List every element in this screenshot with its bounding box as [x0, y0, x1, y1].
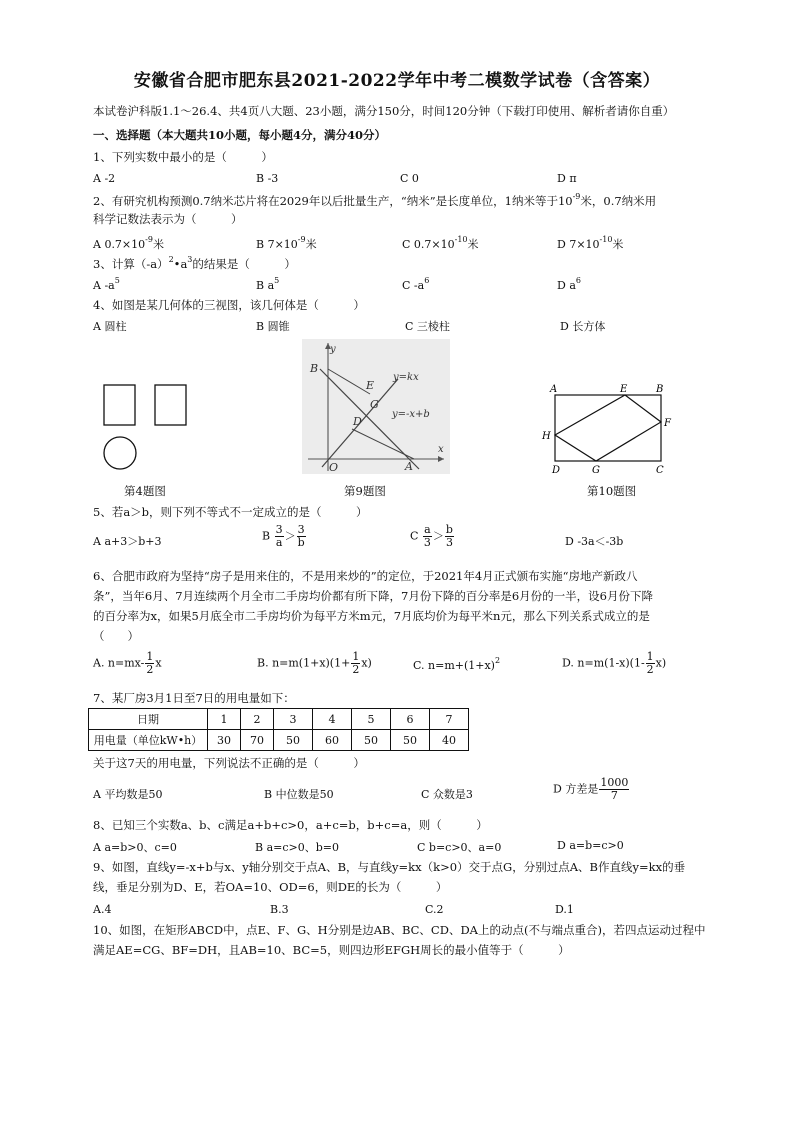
- q2-option-d: [557, 236, 623, 252]
- figure-4-caption: 第4题图: [124, 484, 166, 498]
- q3-stem-exp1: 2: [168, 255, 174, 264]
- question-2-stem: [93, 193, 656, 209]
- q6-b-prefix: B. n=m(1+x)(1+: [257, 656, 351, 670]
- q6-c-exp: 2: [494, 656, 501, 665]
- q2-a-base: A 0.7×10: [93, 238, 146, 251]
- q4-option-b: B 圆锥: [256, 320, 290, 333]
- q5-option-a: A a+3＞b+3: [93, 535, 162, 548]
- q2-a-exp: -9: [145, 235, 153, 244]
- question-6-line-4: （ ）: [93, 629, 139, 643]
- q9-option-b: B.3: [270, 903, 289, 916]
- q6-a-fraction: [145, 651, 154, 676]
- question-5-stem: 5、若a＞b，则下列不等式不一定成立的是（ ）: [93, 505, 368, 519]
- label-e: E: [620, 384, 628, 395]
- question-6-line-2: 条”，当年6月、7月连续两个月全市二手房均价都有所下降，7月份下降的百分率是6月份的一半，设6月份下降: [93, 589, 653, 603]
- date-cell: 1: [208, 709, 241, 730]
- question-7-ask: 关于这7天的用电量，下列说法不正确的是（ ）: [93, 756, 365, 770]
- q8-option-a: A a=b>0、c=0: [93, 841, 177, 854]
- fraction-numerator: 3: [275, 523, 283, 536]
- figure-10-caption: 第10题图: [587, 484, 637, 498]
- q6-option-d: [562, 651, 666, 676]
- q9-option-d: D.1: [555, 903, 574, 916]
- question-10-line-2: 满足AE=CG、BF=DH，且AB=10、BC=5，则四边形EFGH周长的最小值等于（ ）: [93, 943, 570, 957]
- q7-d-fraction: [599, 777, 629, 802]
- section-heading-choice: 一、选择题（本大题共10小题，每小题4分，满分40分）: [93, 128, 387, 142]
- q6-b-fraction: [351, 651, 360, 676]
- question-1-stem: 1、下列实数中最小的是（ ）: [93, 150, 273, 164]
- q3-d-exp: 6: [575, 276, 581, 285]
- fraction-numerator: a: [424, 523, 431, 536]
- q1-option-b: B -3: [256, 172, 279, 185]
- q6-d-prefix: D. n=m(1-x)(1-: [562, 656, 645, 670]
- q5-b-fraction-2: [297, 524, 306, 549]
- q2-b-base: B 7×10: [256, 238, 298, 251]
- figure-9-graph: [302, 339, 450, 474]
- fraction-denominator: b: [297, 536, 305, 549]
- label-b: B: [656, 384, 664, 395]
- q4-option-a: A 圆柱: [93, 320, 127, 333]
- question-3-stem: [93, 256, 296, 272]
- q9-option-c: C.2: [425, 903, 444, 916]
- front-view-rectangle: [104, 385, 135, 425]
- fraction-numerator: 1: [146, 650, 154, 663]
- quadrilateral-efgh: [555, 395, 661, 461]
- label-f: F: [664, 418, 671, 429]
- fraction-denominator: 2: [146, 663, 154, 676]
- q2-option-b: [256, 236, 317, 252]
- fraction-denominator: 2: [646, 663, 654, 676]
- label-y-axis: y: [330, 344, 336, 355]
- electricity-usage-table: [88, 708, 469, 751]
- q2-d-base: D 7×10: [557, 238, 600, 251]
- q3-c-exp: 6: [424, 276, 430, 285]
- q7-option-a: A 平均数是50: [93, 788, 163, 801]
- fraction-denominator: 3: [445, 536, 453, 549]
- q2-stem-exponent: -9: [572, 192, 581, 201]
- date-cell: 5: [352, 709, 391, 730]
- date-cell: 4: [313, 709, 352, 730]
- q2-option-c: [402, 236, 479, 252]
- q2-b-unit: 米: [305, 238, 317, 251]
- q7-option-b: B 中位数是50: [264, 788, 334, 801]
- q3-c-base: C -a: [402, 279, 425, 292]
- label-point-g: G: [370, 398, 379, 411]
- q3-b-base: B a: [256, 279, 275, 292]
- question-6-line-3: 的百分率为x，如果5月底全市二手房均价为每平方米m元，7月底均价为每平米n元，那么下列关系式成立的是: [93, 609, 650, 623]
- q6-d-fraction: [646, 651, 655, 676]
- q6-b-suffix: x): [361, 656, 372, 670]
- q3-stem-text: 3、计算（-a）: [93, 257, 169, 271]
- question-10-line-1: 10、如图，在矩形ABCD中，点E、F、G、H分别是边AB、BC、CD、DA上的动点(不与端点重合)，若四点运动过程中: [93, 923, 706, 937]
- q3-a-base: A -a: [93, 279, 115, 292]
- label-line-y-kx: y=kx: [393, 372, 419, 383]
- q3-option-b: [256, 276, 280, 292]
- q5-option-d: D -3a＜-3b: [565, 535, 624, 548]
- q2-b-exp: -9: [297, 235, 306, 244]
- q3-option-c: [402, 276, 430, 292]
- fraction-numerator: 1: [352, 650, 360, 663]
- question-4-stem: 4、如图是某几何体的三视图，该几何体是（ ）: [93, 298, 365, 312]
- q6-option-a: [93, 651, 162, 676]
- q8-option-d: D a=b=c>0: [557, 839, 624, 852]
- q2-a-unit: 米: [152, 238, 164, 251]
- usage-cell: 40: [430, 730, 469, 751]
- q6-d-suffix: x): [655, 656, 667, 670]
- label-point-a: A: [405, 460, 413, 473]
- q5-b-fraction-1: [275, 524, 284, 549]
- q4-option-c: C 三棱柱: [405, 320, 450, 333]
- label-point-b: B: [310, 362, 319, 375]
- exam-intro: 本试卷沪科版1.1～26.4、共4页八大题、23小题，满分150分，时间120分钟（下载打印使用、解析者请你自重）: [93, 104, 675, 118]
- label-d: D: [552, 465, 561, 476]
- fraction-numerator: 1: [646, 650, 654, 663]
- q7-option-c: C 众数是3: [421, 788, 473, 801]
- label-line-y-neg-x-plus-b: y=-x+b: [392, 409, 430, 420]
- usage-cell: 70: [241, 730, 274, 751]
- fraction-denominator: 3: [423, 536, 431, 549]
- q3-b-exp: 5: [274, 276, 280, 285]
- label-g: G: [592, 465, 600, 476]
- usage-cell: 60: [313, 730, 352, 751]
- usage-cell: 30: [208, 730, 241, 751]
- q3-d-base: D a: [557, 279, 576, 292]
- question-9-line-2: 线，垂足分别为D、E，若OA=10、OD=6，则DE的长为（ ）: [93, 880, 448, 894]
- question-9-line-1: 9、如图，直线y=-x+b与x、y轴分别交于点A、B，与直线y=kx（k>0）交于点G，分别过点A、B作直线y=kx的垂: [93, 860, 686, 874]
- q3-a-exp: 5: [114, 276, 120, 285]
- q5-b-prefix: B: [262, 529, 271, 543]
- q5-option-c: [410, 524, 455, 549]
- q9-option-a: A.4: [93, 903, 112, 916]
- fraction-numerator: b: [445, 523, 453, 536]
- question-2-stem-line2: 科学记数法表示为（ ）: [93, 212, 243, 226]
- q8-option-b: B a=c>0、b=0: [255, 841, 339, 854]
- q6-a-suffix: x: [155, 656, 162, 670]
- q3-option-d: [557, 276, 581, 292]
- usage-cell: 50: [352, 730, 391, 751]
- q4-option-d: D 长方体: [560, 320, 606, 333]
- date-cell: 3: [274, 709, 313, 730]
- q5-b-operator: ＞: [284, 529, 296, 543]
- q3-option-a: [93, 276, 120, 292]
- label-c: C: [656, 465, 664, 476]
- q3-stem-exp2: 3: [187, 255, 193, 264]
- q6-option-c: [413, 656, 501, 672]
- fraction-numerator: 3: [297, 523, 305, 536]
- row-header-usage: 用电量（单位kW•h）: [89, 730, 208, 751]
- q3-stem-mid: •a: [173, 257, 188, 271]
- q5-option-b: [262, 524, 307, 549]
- q2-stem-text: 2、有研究机构预测0.7纳米芯片将在2029年以后批量生产，“纳米”是长度单位，1纳米等于10: [93, 194, 573, 208]
- q7-d-prefix: D 方差是: [553, 782, 599, 796]
- figure-9-caption: 第9题图: [344, 484, 386, 498]
- q2-option-a: [93, 236, 164, 252]
- question-6-line-1: 6、合肥市政府为坚持“房子是用来住的，不是用来炒的”的定位，于2021年4月正式颁布实施“房地产新政八: [93, 569, 638, 583]
- table-row-dates: [89, 709, 469, 730]
- usage-cell: 50: [391, 730, 430, 751]
- side-view-rectangle: [155, 385, 186, 425]
- figure-10-rectangle: [540, 382, 680, 477]
- fraction-denominator: 2: [352, 663, 360, 676]
- q2-d-unit: 米: [612, 238, 624, 251]
- q2-d-exp: -10: [599, 235, 613, 244]
- q7-option-d: [553, 777, 630, 802]
- page-title: 安徽省合肥市肥东县2021-2022学年中考二模数学试卷（含答案）: [133, 71, 661, 91]
- q5-c-operator: ＞: [432, 529, 444, 543]
- q1-option-d: D π: [557, 172, 577, 185]
- q2-c-unit: 米: [467, 238, 479, 251]
- q2-stem-text-end: 米，0.7纳米用: [580, 194, 657, 208]
- figure-4-three-views: [98, 380, 198, 475]
- date-cell: 6: [391, 709, 430, 730]
- q1-option-a: A -2: [93, 172, 116, 185]
- top-view-circle: [104, 437, 136, 469]
- label-point-e: E: [366, 379, 375, 392]
- q6-a-prefix: A. n=mx-: [93, 656, 145, 670]
- row-header-date: 日期: [89, 709, 208, 730]
- q6-option-b: [257, 651, 372, 676]
- label-point-d: D: [353, 415, 362, 428]
- question-7-stem: 7、某厂房3月1日至7日的用电量如下：: [93, 691, 295, 705]
- fraction-denominator: 7: [610, 789, 618, 802]
- q2-c-exp: -10: [454, 235, 468, 244]
- table-row-usage: [89, 730, 469, 751]
- date-cell: 2: [241, 709, 274, 730]
- q5-c-fraction-2: [445, 524, 454, 549]
- q5-c-prefix: C: [410, 529, 419, 543]
- label-origin: O: [329, 461, 339, 474]
- q5-c-fraction-1: [423, 524, 432, 549]
- question-8-stem: 8、已知三个实数a、b、c满足a+b+c>0，a+c=b，b+c=a，则（ ）: [93, 818, 488, 832]
- fraction-denominator: a: [275, 536, 283, 549]
- usage-cell: 50: [274, 730, 313, 751]
- q1-option-c: C 0: [400, 172, 419, 185]
- q3-stem-text-end: 的结果是（ ）: [192, 257, 296, 271]
- q2-c-base: C 0.7×10: [402, 238, 455, 251]
- q6-c-prefix: C. n=m+(1+x): [413, 659, 495, 672]
- label-a: A: [550, 384, 558, 395]
- q8-option-c: C b=c>0、a=0: [417, 841, 502, 854]
- label-x-axis: x: [438, 444, 444, 455]
- fraction-numerator: 1000: [600, 776, 629, 789]
- date-cell: 7: [430, 709, 469, 730]
- label-h: H: [542, 431, 551, 442]
